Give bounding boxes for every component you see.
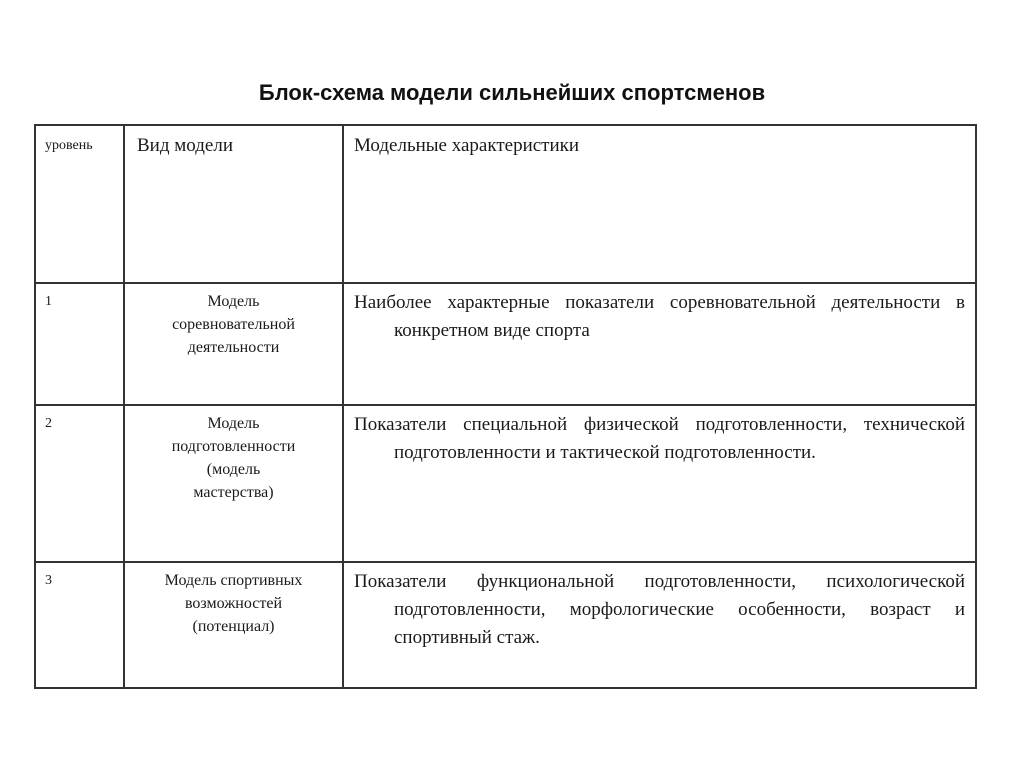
model-type-line: Модель спортивных xyxy=(164,572,303,589)
characteristics-cell xyxy=(343,283,976,405)
characteristics-content: Показатели функциональной подготовленности, психологической подготовленности, морфологические особенности, возраст и спортивный стаж. xyxy=(354,571,965,648)
model-type-text xyxy=(125,284,342,359)
level-cell xyxy=(35,405,124,562)
model-type-line: соревновательной xyxy=(172,316,295,333)
model-table xyxy=(34,124,977,689)
level-number: 2 xyxy=(45,416,52,431)
header-level-label: уровень xyxy=(45,138,93,153)
characteristics-cell xyxy=(343,562,976,688)
characteristics-content: Показатели специальной физической подготовленности, технической подготовленности и тактической подготовленности. xyxy=(354,414,965,463)
table-row xyxy=(35,405,976,562)
characteristics-text xyxy=(344,406,975,467)
header-characteristics-label: Модельные характеристики xyxy=(354,135,580,156)
model-type-text xyxy=(125,406,342,504)
model-type-line: подготовленности xyxy=(171,438,296,455)
level-number: 3 xyxy=(45,573,52,588)
level-cell xyxy=(35,283,124,405)
table-header-row xyxy=(35,125,976,283)
model-type-cell xyxy=(124,405,343,562)
model-type-text xyxy=(125,563,342,638)
characteristics-content: Наиболее характерные показатели соревновательной деятельности в конкретном виде спорта xyxy=(354,292,965,341)
characteristics-cell xyxy=(343,405,976,562)
model-type-line: Модель xyxy=(207,293,260,310)
header-cell-level xyxy=(35,125,124,283)
model-type-cell xyxy=(124,562,343,688)
model-type-line: (модель xyxy=(206,461,261,478)
header-model-type-label: Вид модели xyxy=(137,135,233,156)
characteristics-text xyxy=(344,563,975,652)
level-cell xyxy=(35,562,124,688)
model-type-line: возможностей xyxy=(184,595,283,612)
model-type-line: (потенциал) xyxy=(192,618,275,635)
model-type-cell xyxy=(124,283,343,405)
model-type-line: Модель xyxy=(207,415,260,432)
table-row xyxy=(35,283,976,405)
model-type-line: деятельности xyxy=(187,339,280,356)
model-type-line: мастерства) xyxy=(193,484,274,501)
level-number: 1 xyxy=(45,294,52,309)
characteristics-text xyxy=(344,284,975,345)
page-title: Блок-схема модели сильнейших спортсменов xyxy=(258,80,766,105)
header-cell-characteristics xyxy=(343,125,976,283)
header-cell-model-type xyxy=(124,125,343,283)
table-row xyxy=(35,562,976,688)
